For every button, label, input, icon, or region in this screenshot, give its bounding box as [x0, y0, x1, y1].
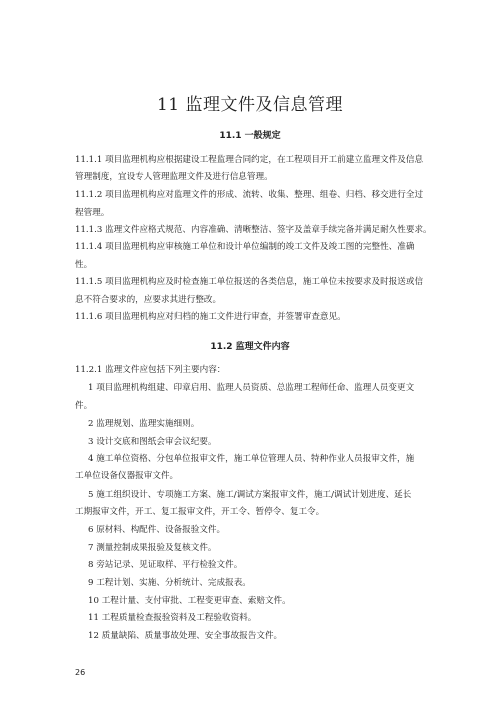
clause-11-1-1: 11.1.1 项目监理机构应根据建设工程监理合同约定，在工程项目开工前建立监理文件及信息 [75, 155, 424, 165]
list-item-11: 11 工程质量检查报验资料及工程验收资料。 [88, 613, 257, 623]
list-item-1: 1 项目监理机构组建、印章启用、监理人员资质、总监理工程师任命、监理人员变更文 [88, 383, 415, 393]
list-item-4: 4 施工单位资格、分包单位报审文件，施工单位管理人员、特种作业人员报审文件，施 [88, 454, 415, 464]
list-item-12: 12 质量缺陷、质量事故处理、安全事故报告文件。 [88, 631, 283, 641]
list-item-8: 8 旁站记录、见证取样、平行检验文件。 [88, 560, 243, 570]
list-item-6: 6 原材料、构配件、设备报验文件。 [88, 525, 226, 535]
clause-11-1-4-cont: 性。 [75, 260, 93, 270]
list-item-9: 9 工程计划、实施、分析统计、完成报表。 [88, 578, 251, 588]
clause-11-1-4: 11.1.4 项目监理机构应审核施工单位和设计单位编制的竣工文件及竣工图的完整性、准确 [75, 242, 415, 252]
clause-11-1-5-cont: 息不符合要求的，应要求其进行整改。 [75, 295, 222, 305]
section-title-contents: 11.2 监理文件内容 [210, 342, 290, 352]
list-item-1-cont: 件。 [75, 401, 93, 411]
section-title-general: 11.1 一般规定 [219, 131, 281, 141]
chapter-title: 11 监理文件及信息管理 [156, 95, 344, 115]
list-item-3: 3 设计交底和图纸会审会议纪要。 [88, 437, 217, 447]
clause-11-1-5: 11.1.5 项目监理机构应及时检查施工单位报送的各类信息，施工单位未按要求及时报送或信 [75, 277, 424, 287]
list-item-4-cont: 工单位设备仪器报审文件。 [75, 471, 179, 481]
list-item-5: 5 施工组织设计、专项施工方案、施工/调试方案报审文件，施工/调试计划进度、延长 [88, 490, 412, 500]
clause-11-1-2-cont: 程管理。 [75, 208, 110, 218]
page-number: 26 [75, 668, 86, 677]
clause-11-1-1-cont: 管理制度，宜设专人管理监理文件及进行信息管理。 [75, 172, 273, 182]
list-item-5-cont: 工期报审文件，开工、复工报审文件，开工令、暂停令、复工令。 [75, 507, 325, 517]
clause-11-1-6: 11.1.6 项目监理机构应对归档的施工文件进行审查，并签署审查意见。 [75, 312, 346, 322]
list-item-2: 2 监理规划、监理实施细则。 [88, 419, 200, 429]
clause-11-1-3: 11.1.3 监理文件应格式规范、内容准确、清晰整洁、签字及盖章手续完备并满足耐久性要求。 [75, 225, 432, 235]
list-item-7: 7 测量控制成果报验及复核文件。 [88, 543, 217, 553]
list-item-10: 10 工程计量、支付审批、工程变更审查、索赔文件。 [88, 596, 291, 606]
clause-11-1-2: 11.1.2 项目监理机构应对监理文件的形成、流转、收集、整理、组卷、归档、移交进行全过 [75, 190, 424, 200]
clause-11-2-1: 11.2.1 监理文件应包括下列主要内容： [75, 365, 226, 375]
